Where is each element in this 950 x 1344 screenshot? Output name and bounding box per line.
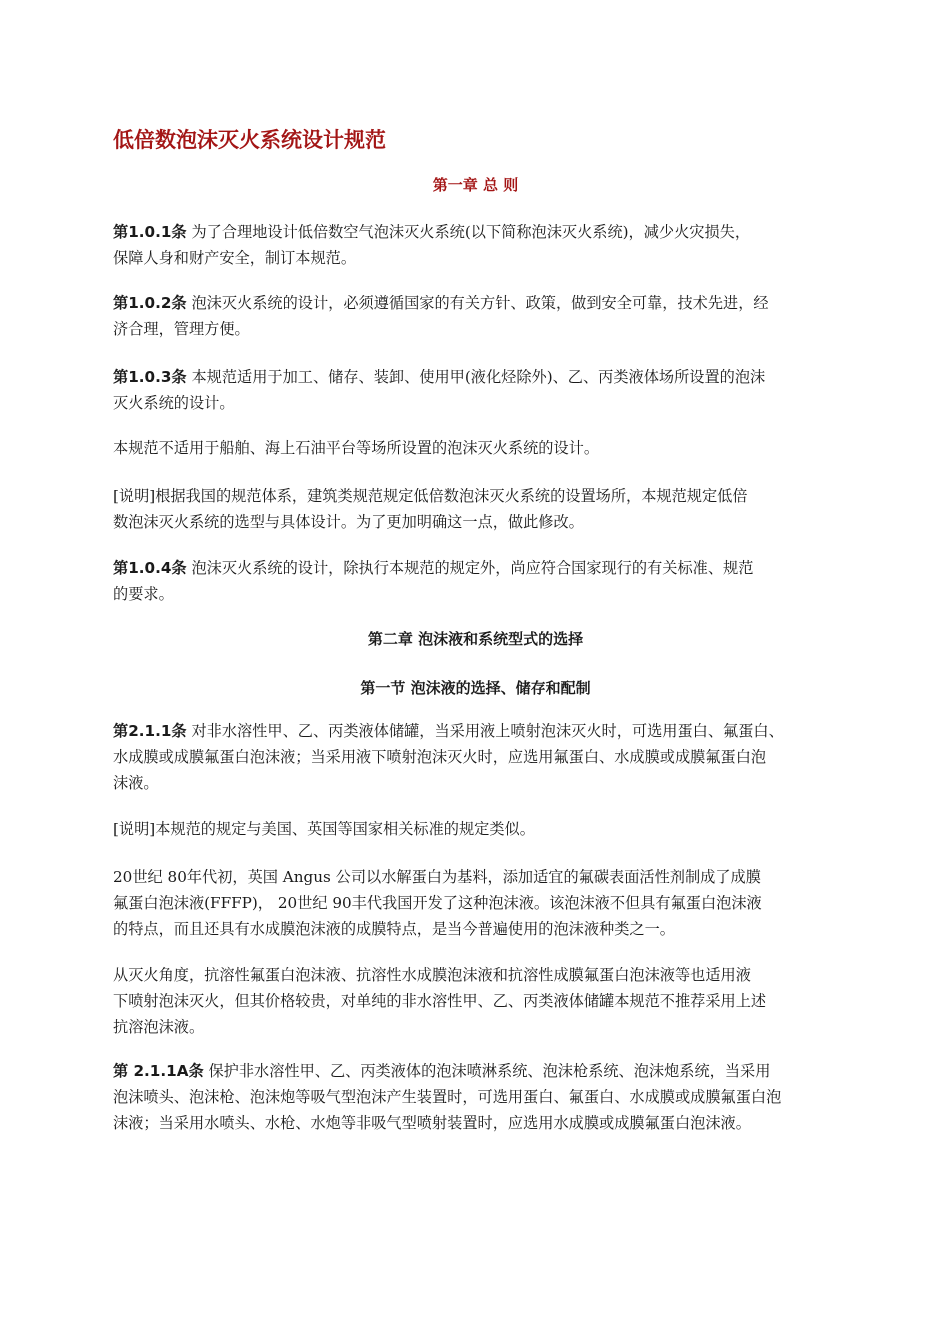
document-title: 低倍数泡沫灭火系统设计规范 [113,128,386,152]
article-text: 泡沫灭火系统的设计，必须遵循国家的有关方针、政策，做到安全可靠，技术先进，经 [186,294,769,312]
article-2-1-1a-line-1 [113,1058,851,1084]
article-label: 第1.0.1条 [113,223,187,241]
article-2-1-1a [113,1058,851,1136]
article-1-0-4-line-2: 的要求。 [113,585,174,603]
article-1-0-4 [113,555,851,607]
note-2 [113,816,851,842]
article-label: 第1.0.4条 [113,559,187,577]
article-text: 为了合理地设计低倍数空气泡沫灭火系统(以下简称泡沫灭火系统)，减少火灾损失， [186,223,751,241]
chapter-1-heading: 第一章 总 则 [432,176,519,194]
chapter-2-heading: 第二章 泡沫液和系统型式的选择 [367,630,584,648]
article-text: 对非水溶性甲、乙、丙类液体储罐，当采用液上喷射泡沫灭火时，可选用蛋白、氟蛋白、 [186,722,784,740]
article-1-0-4-line-1 [113,555,851,581]
article-1-0-3 [113,364,851,416]
article-label: 第1.0.2条 [113,294,187,312]
article-1-0-3-line-2: 灭火系统的设计。 [113,394,235,412]
antisolvent-line-3: 抗溶泡沫液。 [113,1018,205,1036]
article-1-0-2 [113,290,851,342]
article-text: 本规范适用于加工、储存、装卸、使用甲(液化烃除外)、乙、丙类液体场所设置的泡沫 [186,368,766,386]
antisolvent-line-1: 从灭火角度，抗溶性氟蛋白泡沫液、抗溶性水成膜泡沫液和抗溶性成膜氟蛋白泡沫液等也适用液 [113,966,751,984]
article-text: 泡沫灭火系统的设计，除执行本规范的规定外，尚应符合国家现行的有关标准、规范 [186,559,754,577]
article-1-0-1 [113,219,851,271]
fffp-line-1: 20世纪 80年代初，英国 Angus 公司以水解蛋白为基料，添加适宜的氟碳表面活性剂制成了成膜 [113,868,761,886]
note-1 [113,483,851,535]
article-2-1-1a-line-3: 沫液；当采用水喷头、水枪、水炮等非吸气型喷射装置时，应选用水成膜或成膜氟蛋白泡沫液。 [113,1114,751,1132]
article-label: 第 2.1.1A条 [113,1062,204,1080]
note-2-line: [说明]本规范的规定与美国、英国等国家相关标准的规定类似。 [113,820,535,838]
article-1-0-3-scope [113,435,851,461]
article-1-0-1-line-2: 保障人身和财产安全，制订本规范。 [113,249,356,267]
article-1-0-1-line-1 [113,219,851,245]
antisolvent-line-2: 下喷射泡沫灭火，但其价格较贵，对单纯的非水溶性甲、乙、丙类液体储罐本规范不推荐采用上述 [113,992,767,1010]
section-1-heading: 第一节 泡沫液的选择、储存和配制 [360,679,591,697]
article-label: 第1.0.3条 [113,368,187,386]
article-2-1-1-line-3: 沫液。 [113,774,159,792]
article-label: 第2.1.1条 [113,722,187,740]
note-1-line-2: 数泡沫灭火系统的选型与具体设计。为了更加明确这一点，做此修改。 [113,513,584,531]
article-2-1-1-line-1 [113,718,851,744]
antisolvent-paragraph [113,962,851,1040]
fffp-line-3: 的特点，而且还具有水成膜泡沫液的成膜特点，是当今普遍使用的泡沫液种类之一。 [113,920,675,938]
note-1-line-1: [说明]根据我国的规范体系，建筑类规范规定低倍数泡沫灭火系统的设置场所，本规范规定低倍 [113,487,748,505]
article-2-1-1-line-2: 水成膜或成膜氟蛋白泡沫液；当采用液下喷射泡沫灭火时，应选用氟蛋白、水成膜或成膜氟蛋白泡 [113,748,767,766]
article-2-1-1a-line-2: 泡沫喷头、泡沫枪、泡沫炮等吸气型泡沫产生装置时，可选用蛋白、氟蛋白、水成膜或成膜氟蛋白泡 [113,1088,782,1106]
fffp-line-2: 氟蛋白泡沫液(FFFP)， 20世纪 90丰代我国开发了这种泡沫液。该泡沫液不但具有氟蛋白泡沫液 [113,894,762,912]
article-1-0-2-line-1 [113,290,851,316]
article-text: 保护非水溶性甲、乙、丙类液体的泡沫喷淋系统、泡沫枪系统、泡沫炮系统，当采用 [203,1062,771,1080]
scope-line: 本规范不适用于船舶、海上石油平台等场所设置的泡沫灭火系统的设计。 [113,439,599,457]
article-2-1-1 [113,718,851,796]
article-1-0-2-line-2: 济合理，管理方便。 [113,320,250,338]
fffp-paragraph [113,864,851,942]
article-1-0-3-line-1 [113,364,851,390]
